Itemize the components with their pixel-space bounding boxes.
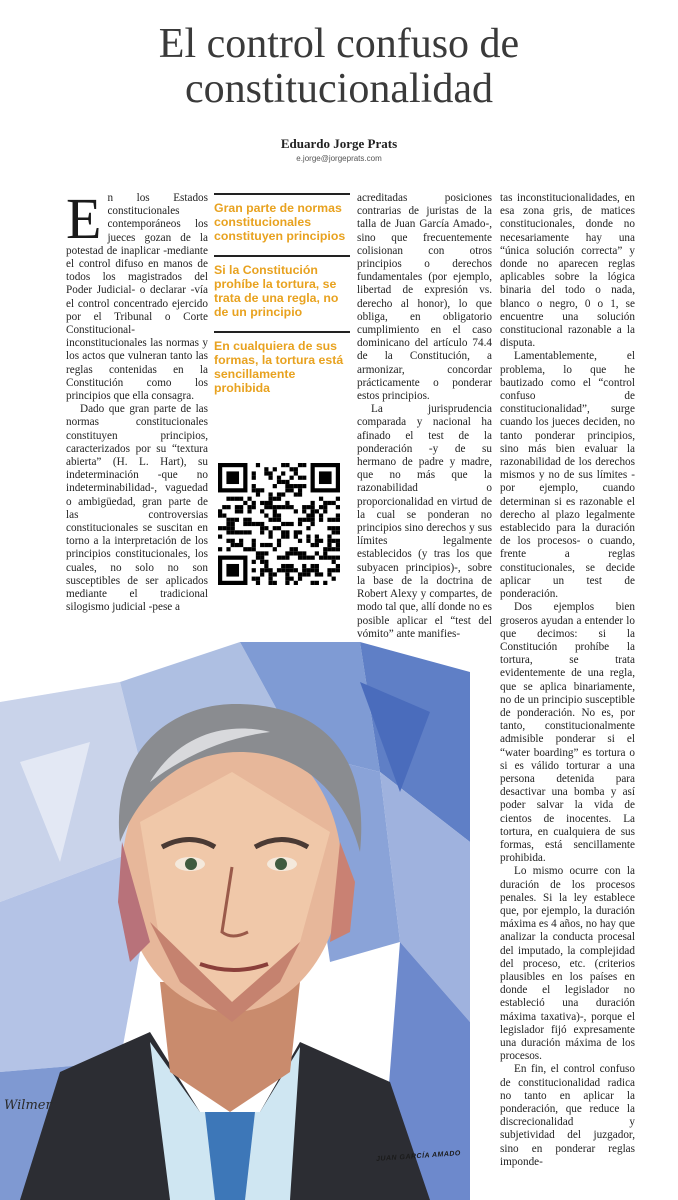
paragraph: Dado que gran parte de las normas constitucionales constituyen principios, caracterizados por su “textura abierta” (H. L. Hart), su indeterminación -que no indeterminabilidad-, vaguedad o ambigüedad, gran parte de las controversias constitucionales se suscitan en torno a la interpretación de los principios constitucionales, los cuales, no solo no son susceptibles de ser aplicados mediante el tradicional silogismo judicial -pese a [66, 403, 208, 614]
paragraph: En los Estados constitucionales contemporáneos los jueces gozan de la potestad de inaplicar -mediante el control difuso en manos de todos los magistrados del Poder Judicial- o declarar -vía el control concentrado ejercido por el Tribunal o Corte Constitucional- inconstitucionales las normas y los actos que vulneran tanto las reglas contenidas en la Constitución como los principios que ella consagra. [66, 192, 208, 403]
article-column-1 [66, 192, 208, 634]
author-email[interactable]: e.jorge@jorgeprats.com [296, 154, 382, 163]
paragraph: Lamentablemente, el problema, lo que he bautizado como el “control confuso de constitucionalidad”, surge cuando los jueces deciden, no tanto ponderar principios, sino más bien evaluar la razonabilidad de los derechos mismos y no de sus límites -por ejemplo, cuando determinan si es razonable el derecho al plazo legalmente establecido para la duración de los procesos- o cuando, frente a reglas constitucionales, se decide aplicar un test de ponderación. [500, 350, 635, 601]
qr-code[interactable] [218, 463, 340, 585]
headline-line-2: constitucionalidad [185, 66, 493, 112]
pull-quote-1: Gran parte de normas constitucionales constituyen principios [214, 193, 350, 243]
drop-cap: E [66, 192, 102, 251]
author-byline: Eduardo Jorge Prats [280, 136, 398, 151]
paragraph: acreditadas posiciones contrarias de juristas de la talla de Juan García Amado-, sino que frecuentemente colisionan con otros principios o derechos fundamentales (por ejemplo, libertad de expresión vs. derecho al honor), lo que obliga, en obligatorio cumplimiento en el caso dominicano del artículo 74.4 de la Constitución, a armonizar, concordar prácticamente o ponderar estos principios. [357, 192, 492, 403]
pull-quote-2: Si la Constitución prohíbe la tortura, se trata de una regla, no de un principio [214, 255, 350, 319]
pull-quote-3: En cualquiera de sus formas, la tortura está sencillamente prohibida [214, 331, 350, 395]
pull-quotes [214, 193, 350, 407]
paragraph: Dos ejemplos bien groseros ayudan a entender lo que decimos: si la Constitución prohíbe la tortura, se trata evidentemente de una regla, que se aplica binariamente, no de un principio susceptible de ponderación. No es, por tanto, constitucionalmente admisible ponderar si el “water boarding” es tortura o si es válido torturar a una persona detenida para desactivar una bomba y así poder salvar la vida de cientos de inocentes. La tortura, en cualquiera de sus formas, está sencillamente prohibida. [500, 601, 635, 865]
headline-line-1: El control confuso de [158, 21, 520, 67]
headline [0, 22, 678, 112]
paragraph: Lo mismo ocurre con la duración de los procesos penales. Si la ley establece que, por ejemplo, la duración máxima es 4 años, no hay que analizar la conducta procesal del imputado, la complejidad del proceso, etc. (criterios plausibles en los países en donde el legislador no estableció una duración máxima taxativa)-, porque el legislador fijó expresamente una duración máxima de los procesos. [500, 865, 635, 1063]
illustration-caption: JUAN GARCÍA AMADO [375, 1150, 462, 1163]
artist-signature: Wilmer [4, 1098, 52, 1113]
paragraph: tas inconstitucionalidades, en esa zona gris, de matices constitucionales, donde no necesariamente hay una “única solución correcta” y donde no aparecen reglas aplicables sobre la lógica binaria del todo o nada, blanco o negro, 0 o 1, se encuentre una solución constitucional razonable a la disputa. [500, 192, 635, 350]
paragraph: La jurisprudencia comparada y nacional ha afinado el test de la ponderación -y de su hermano de padre y madre, que no más que la razonabilidad o proporcionalidad en virtud de la cual se ponderan no principios sino derechos y sus límites legalmente establecidos (y tras los que subyacen principios)-, sobre la base de la doctrina de Robert Alexy y compartes, de modo tal que, allí donde no es posible aplicar el “test del vómito” ante manifies- [357, 403, 492, 640]
qr-code-graphic [218, 463, 340, 585]
paragraph: En fin, el control confuso de constitucionalidad radica no tanto en aplicar la ponderación, que reduce la discrecionalidad y subjetividad del juzgador, sino en ponderar reglas imponde- [500, 1063, 635, 1168]
portrait-illustration [0, 642, 470, 1200]
portrait-graphic [0, 642, 470, 1200]
article-column-3 [357, 192, 492, 642]
article-column-4 [500, 192, 635, 1200]
